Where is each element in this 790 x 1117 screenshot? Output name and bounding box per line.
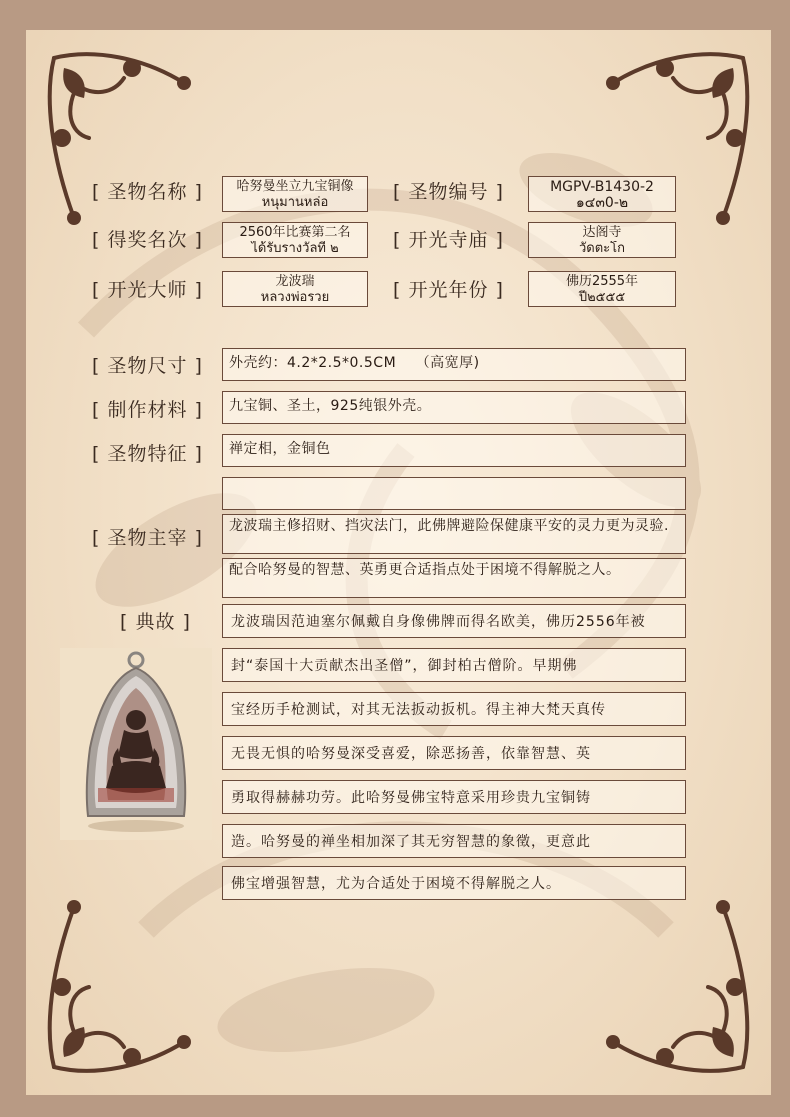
story-line: 龙波瑞因范迪塞尔佩戴自身像佛牌而得名欧美，佛历2556年被 — [222, 604, 686, 638]
story-line: 封“泰国十大贡献杰出圣僧”，御封柏古僧阶。早期佛 — [222, 648, 686, 682]
value-box-master — [222, 271, 368, 307]
value-box-award — [222, 222, 368, 258]
label-consecration-year: [ 开光年份 ] — [393, 279, 504, 301]
label-size: [ 圣物尺寸 ] — [92, 355, 203, 377]
value-feature-extra — [222, 477, 686, 510]
value-name-cn: 哈努曼坐立九宝铜像 — [236, 179, 354, 194]
label-material: [ 制作材料 ] — [92, 399, 203, 421]
value-award-th: ได้รับรางวัลที่ ๒ — [251, 241, 339, 256]
value-temple-th: วัดตะโก — [578, 241, 626, 256]
value-code-2: ๑๔๓0-๒ — [575, 195, 629, 211]
value-size: 外壳约：4.2*2.5*0.5CM （高宽厚) — [222, 348, 686, 381]
value-temple-cn: 达阁寺 — [582, 225, 622, 240]
label-purpose: [ 圣物主宰 ] — [92, 527, 203, 549]
label-holy-object-code: [ 圣物编号 ] — [393, 181, 504, 203]
value-code-1: MGPV-B1430-2 — [550, 179, 654, 195]
value-feature: 禅定相，金铜色 — [222, 434, 686, 467]
label-consecration-master: [ 开光大师 ] — [92, 279, 203, 301]
value-box-name — [222, 176, 368, 212]
label-story: [ 典故 ] — [120, 611, 191, 633]
value-master-th: หลวงพ่อรวย — [260, 290, 330, 305]
value-award-cn: 2560年比赛第二名 — [239, 225, 351, 240]
value-year-th: ปี๒๕๕๕ — [578, 290, 626, 305]
story-line: 勇取得赫赫功劳。此哈努曼佛宝特意采用珍贵九宝铜铸 — [222, 780, 686, 814]
value-box-code — [528, 176, 676, 212]
story-line: 宝经历手枪测试，对其无法扳动扳机。得主神大梵天真传 — [222, 692, 686, 726]
label-award-rank: [ 得奖名次 ] — [92, 229, 203, 251]
story-line: 无畏无惧的哈努曼深受喜爱，除恶扬善，依靠智慧、英 — [222, 736, 686, 770]
story-line: 佛宝增强智慧，尤为合适处于困境不得解脱之人。 — [222, 866, 686, 900]
value-material: 九宝铜、圣土，925纯银外壳。 — [222, 391, 686, 424]
value-year-cn: 佛历2555年 — [565, 274, 639, 289]
label-feature: [ 圣物特征 ] — [92, 443, 203, 465]
value-box-year — [528, 271, 676, 307]
corner-ornament-bottom-left — [34, 857, 219, 1087]
hanuman-amulet-image — [60, 648, 212, 840]
story-line: 造。哈努曼的禅坐相加深了其无穷智慧的象徵，更意此 — [222, 824, 686, 858]
value-name-th: หนุมานหล่อ — [261, 195, 329, 210]
value-purpose-1: 龙波瑞主修招财、挡灾法门，此佛牌避险保健康平安的灵力更为灵验. — [222, 514, 686, 554]
value-purpose-2: 配合哈努曼的智慧、英勇更合适指点处于困境不得解脱之人。 — [222, 558, 686, 598]
label-consecration-temple: [ 开光寺庙 ] — [393, 229, 504, 251]
value-box-temple — [528, 222, 676, 258]
value-master-cn: 龙波瑞 — [275, 274, 315, 289]
label-holy-object-name: [ 圣物名称 ] — [92, 181, 203, 203]
